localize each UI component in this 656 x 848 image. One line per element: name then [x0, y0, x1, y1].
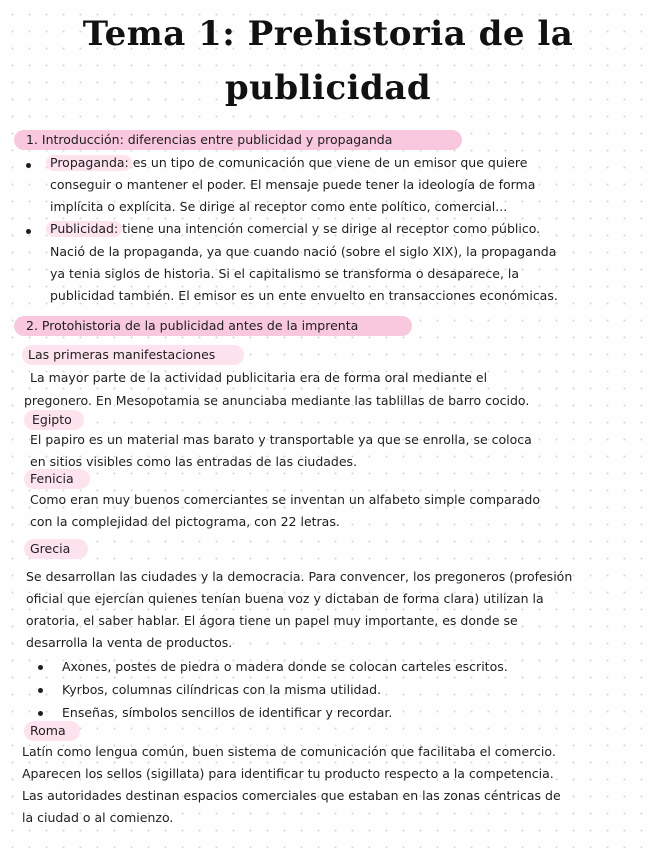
paragraph-line: Aparecen los sellos (sigillata) para identificar tu producto respecto a la competencia.: [22, 766, 554, 781]
bullet-line: Publicidad: tiene una intención comercial y se dirige al receptor como público.: [50, 221, 541, 236]
bullet-line: publicidad también. El emisor es un ente envuelto en transacciones económicas.: [50, 288, 558, 303]
list-item: Axones, postes de piedra o madera donde se colocan carteles escritos.: [62, 659, 508, 674]
paragraph-line: Latín como lengua común, buen sistema de comunicación que facilitaba el comercio.: [22, 744, 556, 759]
list-item: Enseñas, símbolos sencillos de identificar y recordar.: [62, 705, 393, 720]
page-title-line-1: Tema 1: Prehistoria de la: [82, 14, 574, 54]
section-1-heading: 1. Introducción: diferencias entre publicidad y propaganda: [26, 132, 393, 147]
paragraph-line: oratoria, el saber hablar. El ágora tiene un papel muy importante, es donde se: [26, 613, 518, 628]
subsection-heading: Fenicia: [30, 471, 74, 486]
subsection-heading: Roma: [30, 723, 66, 738]
subsection-heading: Grecia: [30, 541, 71, 556]
paragraph-line: la ciudad o al comienzo.: [22, 810, 174, 825]
paragraph-line: oficial que ejercían quienes tenían buena voz y dictaban de forma clara) utilizan la: [26, 591, 544, 606]
bullet-dot: [26, 163, 31, 168]
bullet-line: implícita o explícita. Se dirige al receptor como ente político, comercial...: [50, 199, 508, 214]
paragraph-line: en sitios visibles como las entradas de las ciudades.: [30, 454, 358, 469]
paragraph-line: Como eran muy buenos comerciantes se inventan un alfabeto simple comparado: [30, 492, 540, 507]
page-title-line-2: publicidad: [224, 68, 432, 108]
subsection-heading: Egipto: [32, 412, 72, 427]
bullet-line: ya tenia siglos de historia. Si el capitalismo se transforma o desaparece, la: [50, 266, 520, 281]
paragraph-line: Se desarrollan las ciudades y la democracia. Para convencer, los pregoneros (profesión: [26, 569, 573, 584]
paragraph-line: con la complejidad del pictograma, con 22 letras.: [30, 514, 340, 529]
bullet-dot: [38, 711, 43, 716]
list-item: Kyrbos, columnas cilíndricas con la misma utilidad.: [62, 682, 382, 697]
subsection-heading: Las primeras manifestaciones: [28, 347, 216, 362]
paragraph-line: Las autoridades destinan espacios comerciales que estaban en las zonas céntricas de: [22, 788, 561, 803]
paragraph-line: La mayor parte de la actividad publicitaria era de forma oral mediante el: [30, 370, 488, 385]
bullet-dot: [38, 688, 43, 693]
bullet-line: conseguir o mantener el poder. El mensaje puede tener la ideología de forma: [50, 177, 536, 192]
bullet-line: Nació de la propaganda, ya que cuando nació (sobre el siglo XIX), la propaganda: [50, 244, 557, 259]
bullet-line: Propaganda: es un tipo de comunicación que viene de un emisor que quiere: [50, 155, 528, 170]
bullet-dot: [38, 665, 43, 670]
paragraph-line: El papiro es un material mas barato y transportable ya que se enrolla, se coloca: [30, 432, 532, 447]
section-2-heading: 2. Protohistoria de la publicidad antes de la imprenta: [26, 318, 359, 333]
bullet-dot: [26, 229, 31, 234]
paragraph-line: pregonero. En Mesopotamia se anunciaba mediante las tablillas de barro cocido.: [24, 393, 530, 408]
paragraph-line: desarrolla la venta de productos.: [26, 635, 233, 650]
